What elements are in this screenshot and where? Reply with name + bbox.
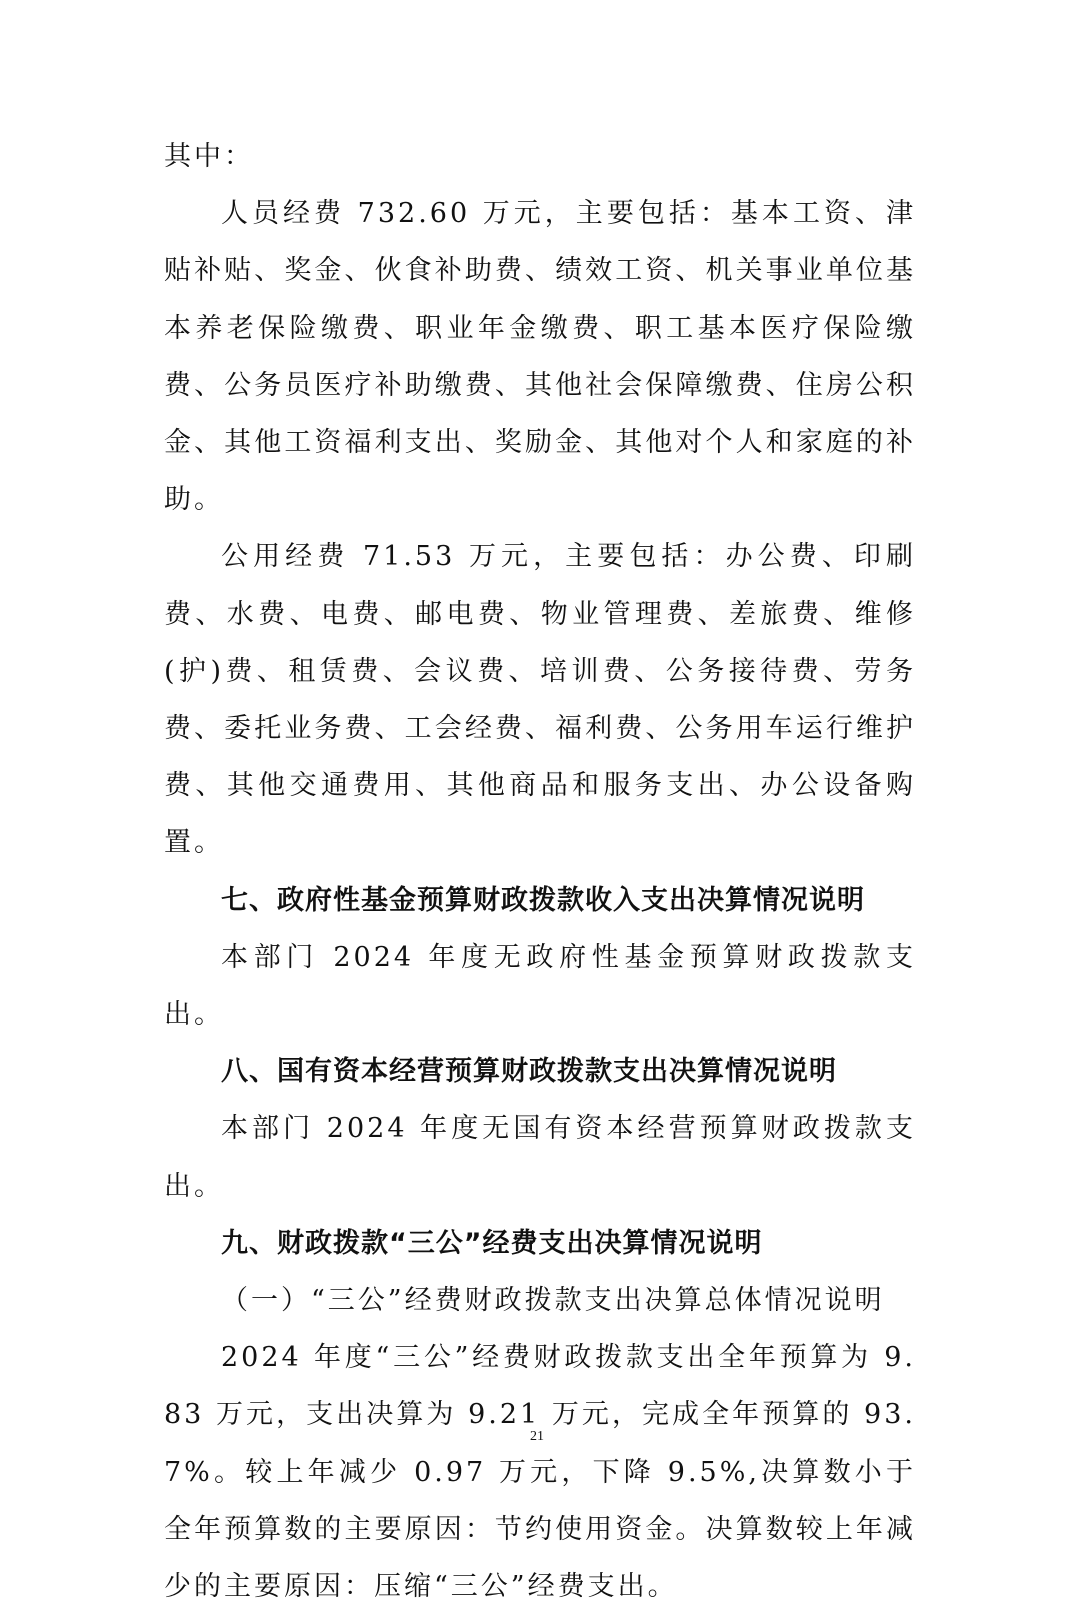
section-heading-8: 八、国有资本经营预算财政拨款支出决算情况说明 xyxy=(221,1056,837,1088)
section-heading-7: 七、政府性基金预算财政拨款收入支出决算情况说明 xyxy=(221,884,865,916)
paragraph-government-fund: 本部门 2024 年度无政府性基金预算财政拨款支出。 xyxy=(164,941,916,1031)
document-body xyxy=(164,128,916,1615)
section-heading-9: 九、财政拨款“三公”经费支出决算情况说明 xyxy=(221,1227,763,1259)
paragraph-three-public-expenses: 2024 年度“三公”经费财政拨款支出全年预算为 9.83 万元，支出决算为 9.21 万元，完成全年预算的 93.7%。较上年减少 0.97 万元，下降 9.5%,决算数小于全年预算数的主要原因：节约使用资金。决算数较上年减少的主要原因：压缩“三公”经费支出。 xyxy=(164,1342,916,1603)
paragraph-personnel-expenses: 人员经费 732.60 万元，主要包括：基本工资、津贴补贴、奖金、伙食补助费、绩效工资、机关事业单位基本养老保险缴费、职业年金缴费、职工基本医疗保险缴费、公务员医疗补助缴费、其他社会保障缴费、住房公积金、其他工资福利支出、奖励金、其他对个人和家庭的补助。 xyxy=(164,198,916,516)
paragraph-public-expenses: 公用经费 71.53 万元，主要包括：办公费、印刷费、水费、电费、邮电费、物业管理费、差旅费、维修(护)费、租赁费、会议费、培训费、公务接待费、劳务费、委托业务费、工会经费、福利费、公务用车运行维护费、其他交通费用、其他商品和服务支出、办公设备购置。 xyxy=(164,541,916,859)
page-number: 21 xyxy=(530,1429,544,1444)
paragraph-intro: 其中： xyxy=(164,141,254,172)
paragraph-state-capital: 本部门 2024 年度无国有资本经营预算财政拨款支出。 xyxy=(164,1113,916,1202)
subsection-heading-1: （一）“三公”经费财政拨款支出决算总体情况说明 xyxy=(221,1285,885,1317)
